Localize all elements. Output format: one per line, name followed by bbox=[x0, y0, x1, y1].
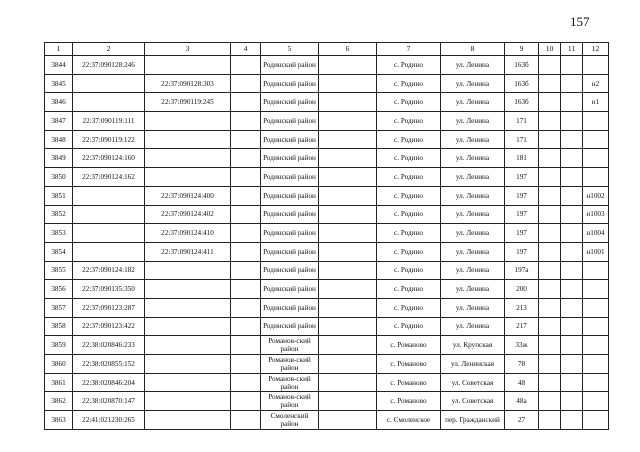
premises-number-cell: 22:37:090124:411 bbox=[145, 242, 231, 261]
col-10-cell bbox=[539, 224, 561, 243]
table-row bbox=[45, 112, 609, 131]
col-6-cell bbox=[319, 242, 377, 261]
row-number-cell: 3845 bbox=[45, 74, 73, 93]
col-6-cell bbox=[319, 373, 377, 392]
table-row bbox=[45, 93, 609, 112]
house-number-cell: 197 bbox=[505, 242, 539, 261]
col-6-cell bbox=[319, 280, 377, 299]
column-header-2: 2 bbox=[73, 43, 145, 56]
premises-code-cell bbox=[583, 149, 609, 168]
house-number-cell: 213 bbox=[505, 298, 539, 317]
col-11-cell bbox=[561, 93, 583, 112]
street-cell: ул. Ленина bbox=[441, 261, 505, 280]
col-4-cell bbox=[231, 149, 261, 168]
house-number-cell: 197 bbox=[505, 186, 539, 205]
street-cell: ул. Ленина bbox=[441, 56, 505, 75]
registry-table bbox=[44, 42, 609, 430]
col-4-cell bbox=[231, 74, 261, 93]
row-number-cell: 3844 bbox=[45, 56, 73, 75]
house-number-cell: 197 bbox=[505, 168, 539, 187]
street-cell: ул. Ленина bbox=[441, 317, 505, 336]
premises-code-cell: н1002 bbox=[583, 186, 609, 205]
cadastral-number-cell: 22:38:020870:147 bbox=[73, 392, 145, 411]
col-11-cell bbox=[561, 373, 583, 392]
street-cell: ул. Ленина bbox=[441, 149, 505, 168]
premises-number-cell bbox=[145, 411, 231, 430]
premises-number-cell bbox=[145, 373, 231, 392]
col-4-cell bbox=[231, 56, 261, 75]
table-row bbox=[45, 392, 609, 411]
district-cell: Родинский район bbox=[261, 224, 319, 243]
col-6-cell bbox=[319, 224, 377, 243]
district-cell: Родинский район bbox=[261, 298, 319, 317]
col-11-cell bbox=[561, 298, 583, 317]
street-cell: ул. Ленина bbox=[441, 130, 505, 149]
row-number-cell: 3858 bbox=[45, 317, 73, 336]
col-10-cell bbox=[539, 411, 561, 430]
row-number-cell: 3849 bbox=[45, 149, 73, 168]
col-6-cell bbox=[319, 112, 377, 131]
settlement-cell: с. Романово bbox=[377, 373, 441, 392]
table-row bbox=[45, 317, 609, 336]
house-number-cell: 78 bbox=[505, 355, 539, 374]
settlement-cell: с. Родино bbox=[377, 93, 441, 112]
col-4-cell bbox=[231, 186, 261, 205]
table-row bbox=[45, 261, 609, 280]
premises-number-cell bbox=[145, 168, 231, 187]
street-cell: ул. Крупская bbox=[441, 336, 505, 355]
premises-code-cell bbox=[583, 280, 609, 299]
col-6-cell bbox=[319, 317, 377, 336]
column-header-1: 1 bbox=[45, 43, 73, 56]
settlement-cell: с. Родино bbox=[377, 205, 441, 224]
cadastral-number-cell: 22:37:090119:122 bbox=[73, 130, 145, 149]
premises-code-cell: н1 bbox=[583, 93, 609, 112]
row-number-cell: 3857 bbox=[45, 298, 73, 317]
house-number-cell: 200 bbox=[505, 280, 539, 299]
col-4-cell bbox=[231, 112, 261, 131]
col-4-cell bbox=[231, 336, 261, 355]
cadastral-number-cell bbox=[73, 93, 145, 112]
row-number-cell: 3853 bbox=[45, 224, 73, 243]
col-10-cell bbox=[539, 317, 561, 336]
col-11-cell bbox=[561, 112, 583, 131]
col-6-cell bbox=[319, 261, 377, 280]
cadastral-number-cell: 22:41:021230:265 bbox=[73, 411, 145, 430]
premises-code-cell: н1004 bbox=[583, 224, 609, 243]
premises-code-cell bbox=[583, 261, 609, 280]
premises-code-cell bbox=[583, 298, 609, 317]
district-cell: Родинский район bbox=[261, 186, 319, 205]
cadastral-number-cell bbox=[73, 224, 145, 243]
col-4-cell bbox=[231, 168, 261, 187]
house-number-cell: 163б bbox=[505, 93, 539, 112]
settlement-cell: с. Родино bbox=[377, 317, 441, 336]
district-cell: Родинский район bbox=[261, 130, 319, 149]
cadastral-number-cell bbox=[73, 186, 145, 205]
col-6-cell bbox=[319, 130, 377, 149]
street-cell: ул. Ленина bbox=[441, 298, 505, 317]
settlement-cell: с. Родино bbox=[377, 261, 441, 280]
settlement-cell: с. Романово bbox=[377, 355, 441, 374]
row-number-cell: 3860 bbox=[45, 355, 73, 374]
premises-code-cell: н1001 bbox=[583, 242, 609, 261]
house-number-cell: 163б bbox=[505, 56, 539, 75]
table-row bbox=[45, 205, 609, 224]
col-4-cell bbox=[231, 373, 261, 392]
col-6-cell bbox=[319, 56, 377, 75]
street-cell: ул. Ленина bbox=[441, 186, 505, 205]
premises-number-cell bbox=[145, 261, 231, 280]
column-header-6: 6 bbox=[319, 43, 377, 56]
settlement-cell: с. Смоленское bbox=[377, 411, 441, 430]
row-number-cell: 3856 bbox=[45, 280, 73, 299]
settlement-cell: с. Романово bbox=[377, 392, 441, 411]
cadastral-number-cell bbox=[73, 242, 145, 261]
district-cell: Родинский район bbox=[261, 168, 319, 187]
row-number-cell: 3862 bbox=[45, 392, 73, 411]
premises-number-cell bbox=[145, 56, 231, 75]
house-number-cell: 197 bbox=[505, 205, 539, 224]
col-10-cell bbox=[539, 93, 561, 112]
district-cell: Романов-ский район bbox=[261, 392, 319, 411]
street-cell: ул. Ленинская bbox=[441, 355, 505, 374]
table-row bbox=[45, 280, 609, 299]
col-6-cell bbox=[319, 298, 377, 317]
table-row bbox=[45, 186, 609, 205]
premises-code-cell bbox=[583, 336, 609, 355]
col-6-cell bbox=[319, 336, 377, 355]
table-row bbox=[45, 149, 609, 168]
col-11-cell bbox=[561, 317, 583, 336]
district-cell: Родинский район bbox=[261, 149, 319, 168]
cadastral-number-cell: 22:37:090135:350 bbox=[73, 280, 145, 299]
col-10-cell bbox=[539, 336, 561, 355]
col-11-cell bbox=[561, 336, 583, 355]
cadastral-number-cell: 22:37:090124:160 bbox=[73, 149, 145, 168]
street-cell: ул. Ленина bbox=[441, 242, 505, 261]
table-row bbox=[45, 298, 609, 317]
premises-code-cell bbox=[583, 56, 609, 75]
district-cell: Родинский район bbox=[261, 242, 319, 261]
cadastral-number-cell: 22:37:090123:287 bbox=[73, 298, 145, 317]
table-row bbox=[45, 168, 609, 187]
table-row bbox=[45, 56, 609, 75]
district-cell: Родинский район bbox=[261, 74, 319, 93]
column-header-10: 10 bbox=[539, 43, 561, 56]
col-10-cell bbox=[539, 261, 561, 280]
cadastral-number-cell: 22:37:090124:162 bbox=[73, 168, 145, 187]
col-4-cell bbox=[231, 280, 261, 299]
col-10-cell bbox=[539, 392, 561, 411]
column-header-11: 11 bbox=[561, 43, 583, 56]
table-row bbox=[45, 224, 609, 243]
col-11-cell bbox=[561, 411, 583, 430]
col-11-cell bbox=[561, 74, 583, 93]
col-10-cell bbox=[539, 186, 561, 205]
settlement-cell: с. Родино bbox=[377, 242, 441, 261]
table-row bbox=[45, 373, 609, 392]
house-number-cell: 171 bbox=[505, 112, 539, 131]
street-cell: ул. Советская bbox=[441, 373, 505, 392]
col-4-cell bbox=[231, 224, 261, 243]
house-number-cell: 217 bbox=[505, 317, 539, 336]
street-cell: ул. Ленина bbox=[441, 93, 505, 112]
col-10-cell bbox=[539, 355, 561, 374]
street-cell: ул. Ленина bbox=[441, 168, 505, 187]
column-header-7: 7 bbox=[377, 43, 441, 56]
col-11-cell bbox=[561, 149, 583, 168]
row-number-cell: 3846 bbox=[45, 93, 73, 112]
premises-code-cell bbox=[583, 373, 609, 392]
street-cell: ул. Ленина bbox=[441, 112, 505, 131]
district-cell: Родинский район bbox=[261, 112, 319, 131]
row-number-cell: 3861 bbox=[45, 373, 73, 392]
col-10-cell bbox=[539, 298, 561, 317]
cadastral-number-cell: 22:38:020846:233 bbox=[73, 336, 145, 355]
house-number-cell: 27 bbox=[505, 411, 539, 430]
district-cell: Родинский район bbox=[261, 205, 319, 224]
premises-code-cell bbox=[583, 317, 609, 336]
page-number: 157 bbox=[570, 14, 590, 29]
col-6-cell bbox=[319, 186, 377, 205]
column-header-5: 5 bbox=[261, 43, 319, 56]
settlement-cell: с. Родино bbox=[377, 74, 441, 93]
street-cell: ул. Ленина bbox=[441, 224, 505, 243]
premises-code-cell bbox=[583, 411, 609, 430]
table-row bbox=[45, 242, 609, 261]
col-4-cell bbox=[231, 317, 261, 336]
district-cell: Романов-ский район bbox=[261, 355, 319, 374]
col-4-cell bbox=[231, 411, 261, 430]
col-6-cell bbox=[319, 168, 377, 187]
col-10-cell bbox=[539, 242, 561, 261]
col-6-cell bbox=[319, 74, 377, 93]
cadastral-number-cell bbox=[73, 74, 145, 93]
table-body bbox=[45, 43, 609, 430]
column-header-4: 4 bbox=[231, 43, 261, 56]
premises-number-cell bbox=[145, 355, 231, 374]
street-cell: ул. Ленина bbox=[441, 74, 505, 93]
district-cell: Родинский район bbox=[261, 280, 319, 299]
premises-code-cell: н2 bbox=[583, 74, 609, 93]
col-4-cell bbox=[231, 242, 261, 261]
col-4-cell bbox=[231, 392, 261, 411]
row-number-cell: 3851 bbox=[45, 186, 73, 205]
col-10-cell bbox=[539, 130, 561, 149]
cadastral-number-cell: 22:38:020855:152 bbox=[73, 355, 145, 374]
col-6-cell bbox=[319, 392, 377, 411]
house-number-cell: 181 bbox=[505, 149, 539, 168]
premises-number-cell bbox=[145, 112, 231, 131]
col-10-cell bbox=[539, 168, 561, 187]
row-number-cell: 3850 bbox=[45, 168, 73, 187]
col-11-cell bbox=[561, 56, 583, 75]
premises-code-cell bbox=[583, 130, 609, 149]
house-number-cell: 48а bbox=[505, 392, 539, 411]
premises-code-cell: н1003 bbox=[583, 205, 609, 224]
settlement-cell: с. Родино bbox=[377, 224, 441, 243]
table-row bbox=[45, 74, 609, 93]
table-row bbox=[45, 130, 609, 149]
col-11-cell bbox=[561, 392, 583, 411]
col-11-cell bbox=[561, 355, 583, 374]
street-cell: ул. Советская bbox=[441, 392, 505, 411]
settlement-cell: с. Родино bbox=[377, 149, 441, 168]
col-4-cell bbox=[231, 130, 261, 149]
row-number-cell: 3859 bbox=[45, 336, 73, 355]
district-cell: Романов-ский район bbox=[261, 373, 319, 392]
premises-number-cell: 22:37:090128:303 bbox=[145, 74, 231, 93]
col-4-cell bbox=[231, 205, 261, 224]
house-number-cell: 48 bbox=[505, 373, 539, 392]
row-number-cell: 3848 bbox=[45, 130, 73, 149]
street-cell: ул. Ленина bbox=[441, 280, 505, 299]
district-cell: Родинский район bbox=[261, 317, 319, 336]
cadastral-number-cell: 22:37:090128:246 bbox=[73, 56, 145, 75]
premises-number-cell bbox=[145, 317, 231, 336]
settlement-cell: с. Родино bbox=[377, 186, 441, 205]
premises-code-cell bbox=[583, 112, 609, 131]
col-11-cell bbox=[561, 224, 583, 243]
premises-number-cell bbox=[145, 392, 231, 411]
col-11-cell bbox=[561, 168, 583, 187]
cadastral-number-cell bbox=[73, 205, 145, 224]
column-header-12: 12 bbox=[583, 43, 609, 56]
column-header-9: 9 bbox=[505, 43, 539, 56]
col-4-cell bbox=[231, 261, 261, 280]
col-6-cell bbox=[319, 355, 377, 374]
table-row bbox=[45, 355, 609, 374]
district-cell: Родинский район bbox=[261, 261, 319, 280]
premises-number-cell: 22:37:090119:245 bbox=[145, 93, 231, 112]
premises-number-cell: 22:37:090124:400 bbox=[145, 186, 231, 205]
row-number-cell: 3855 bbox=[45, 261, 73, 280]
premises-number-cell bbox=[145, 149, 231, 168]
house-number-cell: 171 bbox=[505, 130, 539, 149]
house-number-cell: 197 bbox=[505, 224, 539, 243]
col-10-cell bbox=[539, 112, 561, 131]
settlement-cell: с. Родино bbox=[377, 112, 441, 131]
col-11-cell bbox=[561, 130, 583, 149]
col-4-cell bbox=[231, 298, 261, 317]
col-10-cell bbox=[539, 280, 561, 299]
district-cell: Родинский район bbox=[261, 93, 319, 112]
table-row bbox=[45, 336, 609, 355]
table-header-row bbox=[45, 43, 609, 56]
settlement-cell: с. Родино bbox=[377, 168, 441, 187]
col-4-cell bbox=[231, 355, 261, 374]
premises-code-cell bbox=[583, 168, 609, 187]
house-number-cell: 33ж bbox=[505, 336, 539, 355]
col-6-cell bbox=[319, 205, 377, 224]
cadastral-number-cell: 22:38:020846:204 bbox=[73, 373, 145, 392]
col-4-cell bbox=[231, 93, 261, 112]
col-10-cell bbox=[539, 56, 561, 75]
settlement-cell: с. Родино bbox=[377, 130, 441, 149]
premises-number-cell bbox=[145, 336, 231, 355]
street-cell: ул. Ленина bbox=[441, 205, 505, 224]
col-10-cell bbox=[539, 149, 561, 168]
settlement-cell: с. Родино bbox=[377, 56, 441, 75]
col-10-cell bbox=[539, 74, 561, 93]
premises-number-cell: 22:37:090124:402 bbox=[145, 205, 231, 224]
row-number-cell: 3854 bbox=[45, 242, 73, 261]
district-cell: Родинский район bbox=[261, 56, 319, 75]
col-6-cell bbox=[319, 411, 377, 430]
premises-number-cell: 22:37:090124:410 bbox=[145, 224, 231, 243]
col-11-cell bbox=[561, 205, 583, 224]
row-number-cell: 3847 bbox=[45, 112, 73, 131]
street-cell: пер. Гражданский bbox=[441, 411, 505, 430]
cadastral-number-cell: 22:37:090119:111 bbox=[73, 112, 145, 131]
premises-code-cell bbox=[583, 355, 609, 374]
row-number-cell: 3852 bbox=[45, 205, 73, 224]
premises-number-cell bbox=[145, 130, 231, 149]
house-number-cell: 163б bbox=[505, 74, 539, 93]
col-11-cell bbox=[561, 261, 583, 280]
col-6-cell bbox=[319, 149, 377, 168]
district-cell: Романов-ский район bbox=[261, 336, 319, 355]
row-number-cell: 3863 bbox=[45, 411, 73, 430]
premises-code-cell bbox=[583, 392, 609, 411]
premises-number-cell bbox=[145, 298, 231, 317]
col-11-cell bbox=[561, 242, 583, 261]
house-number-cell: 197а bbox=[505, 261, 539, 280]
settlement-cell: с. Романово bbox=[377, 336, 441, 355]
settlement-cell: с. Родино bbox=[377, 298, 441, 317]
col-11-cell bbox=[561, 186, 583, 205]
cadastral-number-cell: 22:37:090124:182 bbox=[73, 261, 145, 280]
district-cell: Смоленский район bbox=[261, 411, 319, 430]
col-10-cell bbox=[539, 373, 561, 392]
table-row bbox=[45, 411, 609, 430]
settlement-cell: с. Родино bbox=[377, 280, 441, 299]
col-10-cell bbox=[539, 205, 561, 224]
column-header-8: 8 bbox=[441, 43, 505, 56]
col-11-cell bbox=[561, 280, 583, 299]
col-6-cell bbox=[319, 93, 377, 112]
column-header-3: 3 bbox=[145, 43, 231, 56]
premises-number-cell bbox=[145, 280, 231, 299]
cadastral-number-cell: 22:37:090123:422 bbox=[73, 317, 145, 336]
